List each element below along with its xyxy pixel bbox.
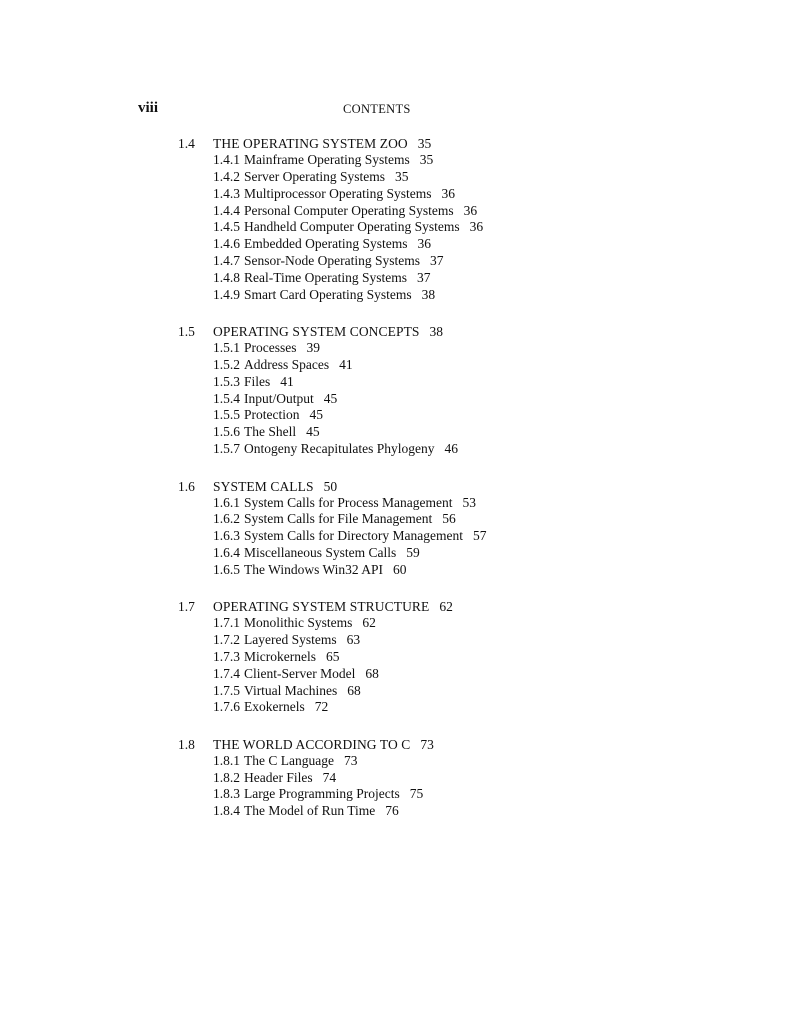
entry-page-number: 60 [393,561,407,577]
entry-number: 1.4.7 [213,253,240,269]
entry-number: 1.8.3 [213,786,240,802]
entry-page-number: 45 [309,407,323,423]
entry-page-number: 37 [429,253,444,269]
table-of-contents [178,135,738,840]
entry-page-number: 36 [417,236,431,252]
entry-title: Sensor-Node Operating Systems [244,253,420,269]
entry-title: Microkernels [244,648,316,664]
toc-entry[interactable] [213,270,738,287]
entry-page-number: 45 [323,390,338,406]
entry-number: 1.4.5 [213,219,240,235]
toc-section [178,736,738,820]
section-heading[interactable] [178,135,738,152]
section-number: 1.5 [178,324,195,340]
entry-title: Server Operating Systems [244,168,385,184]
toc-entry[interactable] [213,152,738,169]
entry-page-number: 36 [469,219,484,235]
toc-entry[interactable] [213,407,738,424]
toc-entry[interactable] [213,511,738,528]
entry-page-number: 36 [463,202,478,218]
entry-title: Monolithic Systems [244,615,353,631]
toc-entry[interactable] [213,699,738,716]
entry-title: System Calls for Directory Management [244,528,463,544]
entry-title: Virtual Machines [244,682,338,698]
entry-page-number: 56 [442,511,456,527]
entry-title: The Model of Run Time [244,803,376,819]
section-page-number: 35 [417,136,432,151]
section-title: THE OPERATING SYSTEM ZOO [213,136,408,151]
entry-title: System Calls for File Management [244,511,433,527]
entry-number: 1.5.2 [213,356,240,372]
entry-number: 1.6.4 [213,545,240,561]
toc-entry[interactable] [213,632,738,649]
toc-entry[interactable] [213,562,738,579]
entry-number: 1.5.1 [213,340,240,356]
entry-number: 1.7.4 [213,665,240,681]
toc-entry[interactable] [213,753,738,770]
entry-number: 1.8.4 [213,803,240,819]
entry-title: Client-Server Model [244,665,356,681]
entry-number: 1.5.3 [213,373,240,389]
section-page-number: 38 [429,324,444,340]
entry-title: Smart Card Operating Systems [244,286,412,302]
entry-page-number: 62 [362,615,376,631]
toc-entry[interactable] [213,253,738,270]
subsection-list [178,340,738,458]
entry-page-number: 41 [339,356,353,372]
entry-page-number: 57 [472,528,487,544]
toc-entry[interactable] [213,545,738,562]
entry-number: 1.4.3 [213,185,240,201]
section-number: 1.8 [178,736,195,752]
toc-section [178,135,738,304]
entry-title: Miscellaneous System Calls [244,545,397,561]
entry-title: Header Files [244,769,313,785]
entry-number: 1.5.7 [213,441,240,457]
entry-title: Embedded Operating Systems [244,236,408,252]
page-number: viii [138,100,159,116]
toc-entry[interactable] [213,374,738,391]
toc-entry[interactable] [213,340,738,357]
toc-entry[interactable] [213,683,738,700]
entry-page-number: 59 [406,545,420,561]
entry-number: 1.6.2 [213,511,240,527]
entry-page-number: 73 [343,752,358,768]
entry-number: 1.7.1 [213,615,240,631]
running-head: CONTENTS [343,102,411,116]
entry-number: 1.6.1 [213,494,240,510]
toc-section [178,478,738,579]
entry-title: Mainframe Operating Systems [244,152,410,167]
toc-entry[interactable] [213,287,738,304]
toc-entry[interactable] [213,615,738,632]
entry-number: 1.5.4 [213,390,240,406]
section-number: 1.4 [178,136,195,151]
entry-number: 1.4.1 [213,152,240,167]
entry-page-number: 76 [385,803,399,819]
section-title: SYSTEM CALLS [213,478,314,494]
entry-title: The C Language [244,752,334,768]
entry-number: 1.7.2 [213,632,240,648]
toc-entry[interactable] [213,236,738,253]
toc-entry[interactable] [213,786,738,803]
entry-number: 1.4.8 [213,269,240,285]
toc-entry[interactable] [213,169,738,186]
entry-number: 1.4.6 [213,236,240,252]
subsection-list [178,753,738,820]
section-title: OPERATING SYSTEM STRUCTURE [213,599,430,615]
entry-number: 1.8.1 [213,752,240,768]
entry-title: The Windows Win32 API [244,561,384,577]
entry-page-number: 45 [306,424,320,440]
entry-title: Real-Time Operating Systems [244,269,407,285]
toc-section [178,323,738,458]
toc-entry[interactable] [213,186,738,203]
section-heading[interactable] [178,323,738,340]
entry-page-number: 53 [462,494,476,510]
section-title: THE WORLD ACCORDING TO C [213,736,411,752]
entry-title: Processes [244,340,297,356]
entry-number: 1.6.5 [213,561,240,577]
toc-entry[interactable] [213,770,738,787]
entry-title: Input/Output [244,390,314,406]
section-number: 1.6 [178,478,195,494]
toc-entry[interactable] [213,666,738,683]
entry-page-number: 72 [314,699,329,715]
toc-entry[interactable] [213,203,738,220]
entry-number: 1.4.9 [213,286,240,302]
entry-page-number: 65 [325,648,340,664]
entry-page-number: 68 [365,665,379,681]
entry-title: Large Programming Projects [244,786,400,802]
section-page-number: 73 [420,736,434,752]
entry-page-number: 46 [444,441,458,457]
toc-entry[interactable] [213,528,738,545]
entry-title: Protection [244,407,300,423]
entry-number: 1.7.5 [213,682,240,698]
entry-number: 1.7.3 [213,648,240,664]
toc-entry[interactable] [213,803,738,820]
entry-number: 1.4.4 [213,202,240,218]
section-page-number: 62 [439,599,453,615]
toc-entry[interactable] [213,424,738,441]
subsection-list [178,152,738,304]
toc-entry[interactable] [213,649,738,666]
entry-title: Personal Computer Operating Systems [244,202,454,218]
toc-entry[interactable] [213,441,738,458]
section-heading[interactable] [178,598,738,615]
entry-title: Layered Systems [244,632,337,648]
section-number: 1.7 [178,599,195,615]
entry-number: 1.6.3 [213,528,240,544]
entry-page-number: 36 [441,185,455,201]
entry-title: System Calls for Process Management [244,494,453,510]
entry-page-number: 63 [346,632,361,648]
subsection-list [178,495,738,579]
toc-entry[interactable] [213,357,738,374]
entry-title: Ontogeny Recapitulates Phylogeny [244,441,435,457]
entry-title: Exokernels [244,699,305,715]
entry-page-number: 39 [306,340,320,356]
entry-title: Handheld Computer Operating Systems [244,219,460,235]
entry-number: 1.8.2 [213,769,240,785]
entry-title: Address Spaces [244,356,330,372]
toc-entry[interactable] [213,495,738,512]
entry-number: 1.4.2 [213,168,240,184]
entry-page-number: 38 [421,286,436,302]
entry-page-number: 35 [419,152,434,167]
entry-title: The Shell [244,424,297,440]
section-heading[interactable] [178,736,738,753]
entry-number: 1.7.6 [213,699,240,715]
entry-number: 1.5.6 [213,424,240,440]
entry-title: Multiprocessor Operating Systems [244,185,432,201]
entry-page-number: 68 [347,682,361,698]
page-header [138,100,658,120]
subsection-list [178,615,738,716]
section-page-number: 50 [323,478,338,494]
section-heading[interactable] [178,478,738,495]
entry-page-number: 41 [280,373,294,389]
toc-section [178,598,738,716]
section-title: OPERATING SYSTEM CONCEPTS [213,324,420,340]
toc-entry[interactable] [213,219,738,236]
entry-number: 1.5.5 [213,407,240,423]
entry-page-number: 75 [409,786,424,802]
entry-page-number: 35 [394,168,409,184]
entry-title: Files [244,373,271,389]
entry-page-number: 37 [417,269,431,285]
entry-page-number: 74 [322,769,337,785]
toc-entry[interactable] [213,391,738,408]
